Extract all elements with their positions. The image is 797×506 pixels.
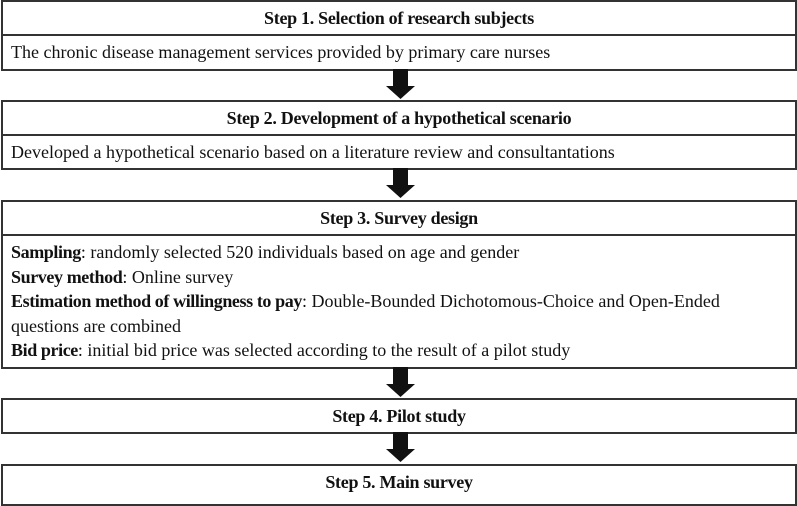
survey-method-text: : Online survey (122, 266, 234, 287)
step-2-text: Developed a hypothetical scenario based on a literature review and consultantations (11, 142, 615, 162)
down-arrow-icon (385, 168, 416, 198)
step-3-title: Step 3. Survey design (3, 202, 795, 236)
estimation-method-text: : Double-Bounded Dichotomous-Choice and Open-Ended questions are combined (11, 291, 720, 336)
sampling-label: Sampling (11, 242, 81, 262)
down-arrow-icon (385, 367, 416, 397)
survey-method-label: Survey method (11, 266, 123, 287)
step-2-title: Step 2. Development of a hypothetical scenario (3, 102, 795, 136)
bid-price-text: : initial bid price was selected according to the result of a pilot study (77, 340, 571, 360)
step-3-details (3, 236, 795, 363)
sampling-line (11, 240, 795, 265)
step-1-title: Step 1. Selection of research subjects (3, 2, 795, 36)
step-3-box (1, 200, 797, 369)
step-4-box (1, 398, 797, 434)
step-5-box (1, 464, 797, 506)
down-arrow-icon (385, 432, 416, 462)
estimation-method-label: Estimation method of willingness to pay (11, 291, 302, 311)
step-2-box (1, 100, 797, 170)
estimation-method-line (11, 289, 795, 338)
step-5-title: Step 5. Main survey (325, 472, 473, 492)
bid-price-label: Bid price (11, 340, 78, 360)
down-arrow-icon (385, 69, 416, 99)
step-4-title: Step 4. Pilot study (332, 406, 466, 426)
step-1-box (1, 0, 797, 71)
survey-method-line (11, 265, 795, 290)
sampling-text: : randomly selected 520 individuals based on age and gender (80, 242, 520, 262)
step-1-text: The chronic disease management services provided by primary care nurses (11, 42, 551, 62)
bid-price-line (11, 338, 795, 363)
